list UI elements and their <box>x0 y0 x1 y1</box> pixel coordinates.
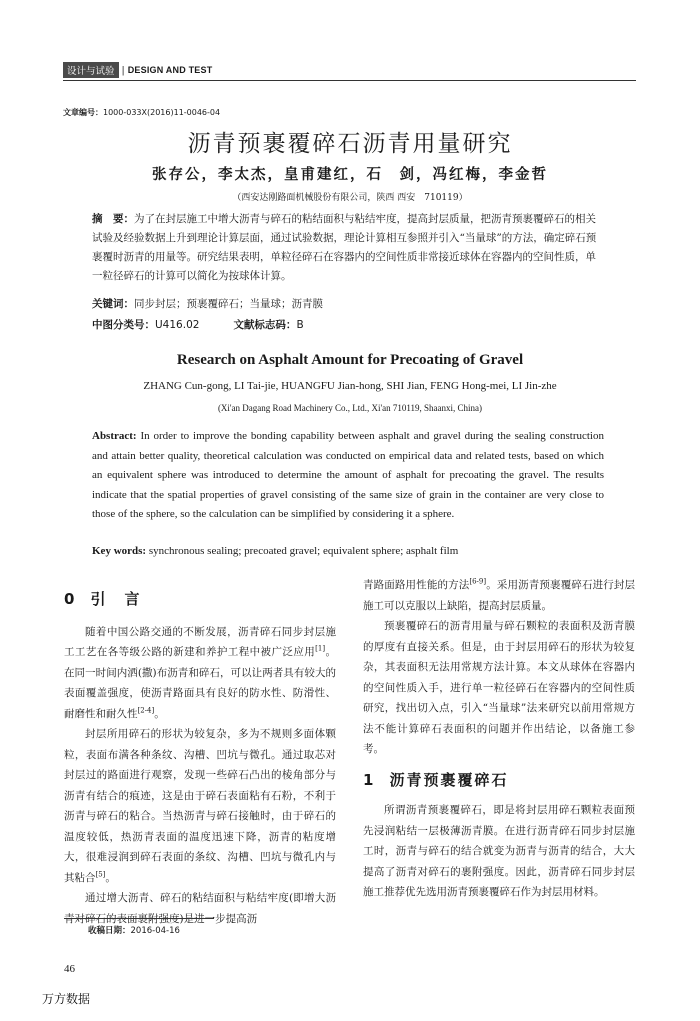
paragraph: 所谓沥青预裹覆碎石，即是将封层用碎石颗粒表面预先浸润粘结一层极薄沥青膜。在进行沥青碎石同步封层施工时，沥青与碎石的结合就变为沥青与沥青的结合，大大提高了沥青对碎石的裹附强度。因此，沥青碎石同步封层施工推荐优先选用沥青预裹覆碎石作为封层用材料。 <box>363 804 635 898</box>
authors-chinese: 张存公，李太杰，皇甫建红，石 剑，冯红梅，李金哲 <box>152 166 548 183</box>
article-number-value: 1000-033X(2016)11-0046-04 <box>103 108 221 117</box>
section-heading-precoated-gravel <box>363 770 635 791</box>
citation: [1] <box>315 644 326 653</box>
clc-value: U416.02 <box>155 319 200 331</box>
citation: [2-4] <box>137 706 155 714</box>
authors-english: ZHANG Cun-gong, LI Tai-jie, HUANGFU Jian-hong, SHI Jian, FENG Hong-mei, LI Jin-zhe <box>143 380 557 392</box>
title-english: Research on Asphalt Amount for Precoating of Gravel <box>176 352 524 368</box>
header-rule <box>63 80 636 81</box>
body-column-left <box>64 575 336 929</box>
title-chinese: 沥青预裹覆碎石沥青用量研究 <box>187 131 513 157</box>
section-header <box>63 62 212 78</box>
keywords-en-text: synchronous sealing; precoated gravel; equivalent sphere; asphalt film <box>146 545 459 557</box>
footnote-received-date <box>88 924 180 936</box>
clc-label: 中图分类号： <box>92 319 155 331</box>
doc-code-value: B <box>296 319 304 331</box>
paragraph: 通过增大沥青、碎石的粘结面积与粘结牢度(即增大沥青对碎石的表面裹附强度)是进一步提高沥 <box>64 892 336 925</box>
footnote-rule <box>64 918 214 919</box>
affiliation-chinese: （西安达刚路面机械股份有限公司，陕西 西安 710119） <box>232 193 468 203</box>
abstract-en-text: In order to improve the bonding capability between asphalt and gravel during the sealing construction and attain better quality, theoretical calculation was conducted on empirical data and related tests, based on which an equivalent sphere was introduced to determine the amount of asphalt for precoating the gravel. The results indicate that the spatial properties of gravel consisting of the same size of grain in the container are very close to those of the sphere, so the calculation can be simplified by considering it a sphere. <box>92 430 604 520</box>
paragraph: 青路面路用性能的方法[6-9]。采用沥青预裹覆碎石进行封层施工可以克服以上缺陷，提高封层质量。 <box>363 577 636 612</box>
header-separator: | <box>121 64 125 76</box>
page-number: 46 <box>64 963 75 975</box>
footnote-value: 2016-04-16 <box>130 926 180 936</box>
abstract-chinese <box>92 210 604 286</box>
keywords-chinese <box>92 296 604 311</box>
keywords-cn-text: 同步封层；预裹覆碎石；当量球；沥青膜 <box>134 298 323 310</box>
section-title: 沥青预裹覆碎石 <box>389 770 509 789</box>
abstract-cn-text: 为了在封层施工中增大沥青与碎石的粘结面积与粘结牢度，提高封层质量，把沥青预裹覆碎石的相关试验及经验数据上升到理论计算层面，通过试验数据，理论计算相互参照并引入“当量球”的方法，确定碎石预裹覆时沥青的用量等。研究结果表明，单粒径碎石在容器内的空间性质非常接近球体在容器内的空间性质，单一粒径碎石的计算可以简化为按球体计算。 <box>92 213 597 282</box>
keywords-cn-label: 关键词： <box>92 298 134 310</box>
section-title: 引 言 <box>90 590 142 608</box>
affiliation-english: (Xi'an Dagang Road Machinery Co., Ltd., Xi'an 710119, Shaanxi, China) <box>217 403 483 413</box>
keywords-english <box>92 545 632 557</box>
footnote-label: 收稿日期： <box>88 926 131 936</box>
citation: [6-9] <box>469 577 487 586</box>
paragraph: 随着中国公路交通的不断发展，沥青碎石同步封层施工工艺在各等级公路的新建和养护工程中被广泛应用[1]。在同一时间内洒(撒)布沥青和碎石，可以让两者具有较大的表面覆盖强度，使沥青路面具有良好的防水性、防滑性、耐磨性和耐久性[2-4]。 <box>64 625 337 720</box>
abstract-en-label: Abstract: <box>92 430 137 442</box>
paragraph: 预裹覆碎石的沥青用量与碎石颗粒的表面积及沥青膜的厚度有直接关系。但是，由于封层用碎石的形状为较复杂，其表面积无法用常规方法计算。本文从球体在容器内的空间性质入手，进行单一粒径碎石在容器内的空间性质研究，找出切入点，引入“当量球”法来研究以前用常规方法不能计算碎石表面积的问题并作出结论，以备施工参考。 <box>363 620 635 755</box>
article-number <box>63 107 220 118</box>
paragraph: 封层所用碎石的形状为较复杂，多为不规则多面体颗粒，表面布满各种条纹、沟槽、凹坑与微孔。通过取芯对封层过的路面进行观察，发现一些碎石凸出的棱角部分与沥青有结合的痕迹，这是由于碎石表面粘有石粉，不利于沥青与碎石的粘合。当热沥青与碎石接触时，由于碎石的温度较低，热沥青表面的温度迅速下降，沥青的粘度增大，很难浸润到碎石表面的条纹、沟槽、凹坑与微孔内与其粘合[5]。 <box>64 728 336 884</box>
abstract-cn-label: 摘 要： <box>92 213 134 225</box>
classification-line <box>92 317 304 332</box>
abstract-english <box>92 427 604 525</box>
citation: [5] <box>95 870 106 878</box>
section-label-cn: 设计与试验 <box>63 62 119 78</box>
article-number-label: 文章编号： <box>63 108 103 117</box>
keywords-en-label: Key words: <box>92 545 147 557</box>
section-heading-introduction <box>64 589 336 610</box>
section-number: 0 <box>64 590 77 608</box>
doc-code-label: 文献标志码： <box>233 319 297 331</box>
watermark-text: 万方数据 <box>42 992 91 1006</box>
body-column-right <box>363 575 635 903</box>
section-label-en: DESIGN AND TEST <box>127 65 213 75</box>
section-number: 1 <box>363 770 376 789</box>
